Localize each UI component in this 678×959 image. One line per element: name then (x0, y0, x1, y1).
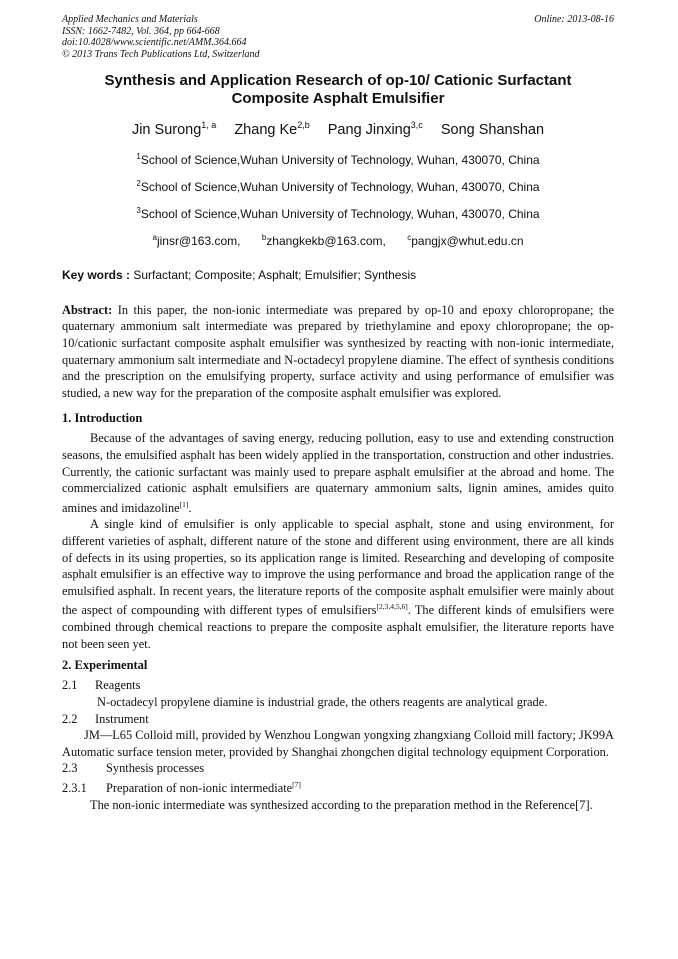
instrument-text: JM—L65 Colloid mill, provided by Wenzhou Longwan yongxing zhangxiang Colloid mill factory; JK99A Automatic surface tension meter, provided by Shanghai zhongchen digital technology equipment Corporation. (62, 728, 614, 759)
affiliation: $^2$School of Science,Wuhan University of Technology, Wuhan, 430070, China (136, 178, 540, 194)
author: Jin Surong$^{1, a}$ (131, 120, 217, 138)
title-line-2: Composite Asphalt Emulsifier (231, 90, 445, 107)
section-heading-experimental: 2. Experimental (62, 658, 148, 673)
abstract-text: In this paper, the non-ionic intermediate was prepared by op-10 and epoxy chloropropane; the quaternary ammonium salt intermediate was prepared by triethylamine and epoxy chloropropane; the op-10/cationic surfactant composite asphalt emulsifier was synthesized by reacting with non-ionic intermediate, quaternary ammonium salt intermediate and N-octadecyl propylene diamine. The effect of synthesis conditions and the prescription on the emulsifying property, surface activity and using performance of emulsifier was studied, a new way for the preparation of the composite asphalt emulsifier was explored. (62, 302, 614, 400)
citation: [2,3,4,5,6] (376, 602, 408, 612)
affiliation: $^3$School of Science,Wuhan University of Technology, Wuhan, 430070, China (136, 205, 540, 221)
abstract (62, 302, 614, 402)
author-list (62, 120, 614, 138)
keywords-text: Surfactant; Composite; Asphalt; Emulsifier; Synthesis (133, 267, 417, 282)
reagents-text: N-octadecyl propylene diamine is industrial grade, the others reagents are analytical grade. (97, 694, 548, 709)
subsection-2-3-1: 2.3.1 Preparation of non-ionic intermediate[7] (62, 779, 301, 796)
citation: [1] (179, 499, 189, 509)
section-heading-introduction: 1. Introduction (62, 411, 143, 426)
email: $^b$zhangkekb@163.com, (261, 232, 386, 248)
title-line-1: Synthesis and Application Research of op-10/ Cationic Surfactant (104, 72, 572, 89)
author: Song Shanshan (440, 121, 545, 138)
affiliation: $^1$School of Science,Wuhan University of Technology, Wuhan, 430070, China (136, 151, 540, 167)
paper-title (62, 72, 614, 108)
doi-line: doi:10.4028/www.scientific.net/AMM.364.664 (62, 37, 247, 48)
keywords-label: Key words : (62, 267, 131, 282)
subsection-2-3: 2.3 Synthesis processes (62, 761, 205, 776)
email: $^c$pangjx@whut.edu.cn (407, 232, 524, 248)
author: Zhang Ke$^{2,b}$ (234, 120, 310, 138)
email: $^a$jinsr@163.com, (152, 232, 241, 248)
affiliations (62, 150, 614, 248)
online-date: Online: 2013-08-16 (534, 14, 614, 25)
paper-page (62, 14, 614, 813)
intro-paragraph-1: Because of the advantages of saving energy, reducing pollution, easy to use and extending construction seasons, the emulsified asphalt has been widely applied in the transportation, construction and other industries. Currently, the cationic surfactant was mainly used to prepare asphalt emulsifier at the abroad and home. The commercialized cationic asphalt emulsifiers are quaternary ammonium salts, lignin amines, amides quito amines and imidazoline[1]. (62, 431, 614, 515)
subsection-2-2: 2.2 Instrument (62, 711, 149, 726)
keywords (62, 268, 614, 282)
preparation-text: The non-ionic intermediate was synthesized according to the preparation method in the Reference[7]. (90, 797, 593, 812)
journal-name: Applied Mechanics and Materials (62, 14, 198, 25)
author: Pang Jinxing$^{3,c}$ (327, 120, 423, 138)
abstract-label: Abstract: (62, 302, 113, 317)
email-list (62, 231, 614, 248)
subsection-2-1: 2.1 Reagents (62, 678, 141, 693)
citation: [7] (292, 779, 301, 789)
intro-paragraph-2: A single kind of emulsifier is only applicable to special asphalt, stone and using environment, for different varieties of asphalt, different nature of the stone and different using environment, there are all kinds of defects in its using properties, so its application range is limited. Researching and developing of composite asphalt emulsifier is an effective way to improve the using performance and broad the application range of the emulsified asphalt. In recent years, the literature reports of the composite asphalt emulsifier were mainly about the aspect of compounding with different types of emulsifiers[2,3,4,5,6]. The different kinds of emulsifiers were combined through chemical reactions to prepare the composite asphalt emulsifier, the literature reports have not been seen yet. (62, 517, 614, 651)
journal-header (62, 14, 614, 60)
copyright-line: © 2013 Trans Tech Publications Ltd, Switzerland (62, 48, 260, 60)
issn-line: ISSN: 1662-7482, Vol. 364, pp 664-668 (62, 25, 220, 37)
